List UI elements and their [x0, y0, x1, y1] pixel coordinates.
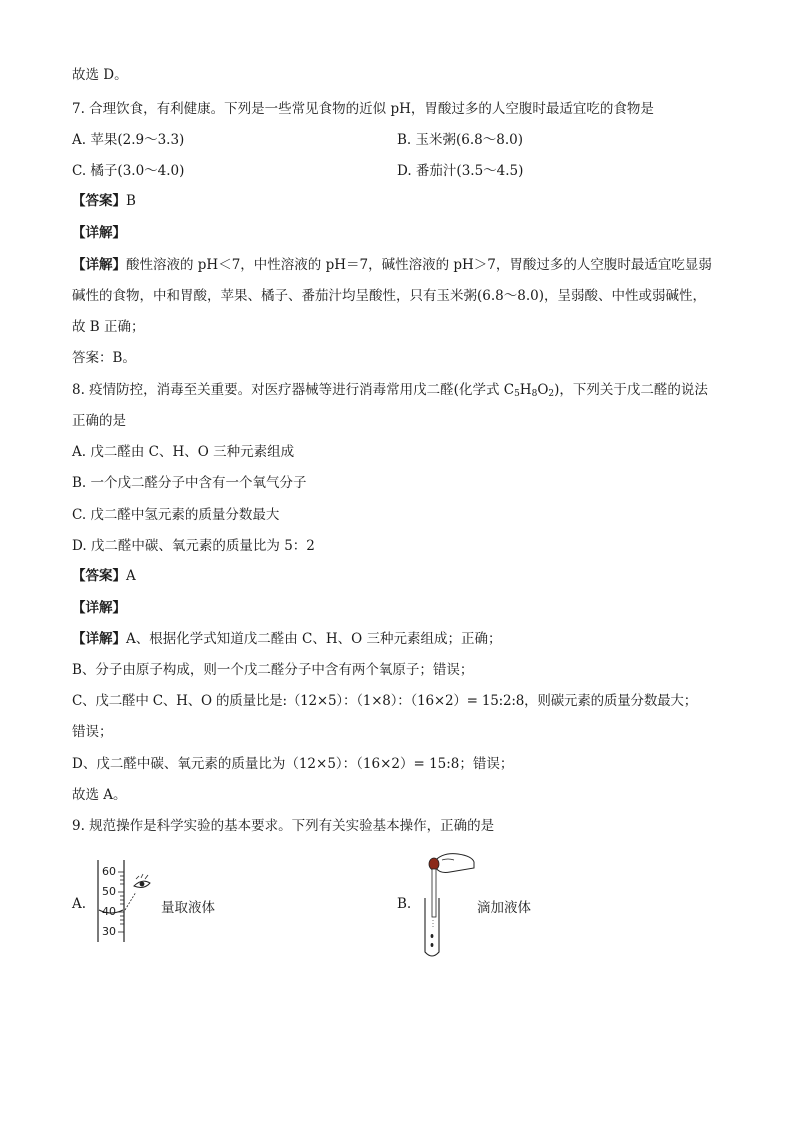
explanation-tag: 【详解】: [72, 257, 126, 273]
explanation-tag: 【详解】: [72, 631, 126, 647]
question-8-text-end: )，下列关于戊二醛的说法: [554, 382, 708, 398]
formula-o: O: [537, 382, 549, 398]
answer-value: B: [126, 193, 136, 209]
subscript: 8: [531, 389, 538, 399]
explanation-7-line3: 故 B 正确；: [72, 319, 145, 335]
option-9a-letter: A.: [72, 896, 87, 912]
option-9a-text: 量取液体: [161, 900, 215, 916]
option-7a: A. 苹果(2.9～3.3): [72, 132, 185, 148]
answer-value: A: [126, 568, 136, 584]
text-line: 故选 D。: [72, 67, 128, 83]
explanation-8-line2: B、分子由原子构成，则一个戊二醛分子中含有两个氧原子；错误；: [72, 662, 474, 678]
question-8-line2: 正确的是: [72, 413, 126, 429]
explanation-7-line4: 答案：B。: [72, 350, 136, 366]
option-7c: C. 橘子(3.0～4.0): [72, 163, 185, 179]
option-7b: B. 玉米粥(6.8～8.0): [397, 132, 523, 148]
dropper-test-tube-figure: [412, 848, 476, 960]
explanation-text: A、根据化学式知道戊二醛由 C、H、O 三种元素组成；正确；: [126, 631, 502, 647]
option-8b: B. 一个戊二醛分子中含有一个氧气分子: [72, 475, 307, 491]
question-9: 9. 规范操作是科学实验的基本要求。下列有关实验基本操作，正确的是: [72, 818, 495, 834]
option-9b-text: 滴加液体: [477, 900, 531, 916]
answer-7: [72, 192, 136, 210]
explanation-8-line1: [72, 630, 502, 648]
option-9b-letter: B.: [397, 896, 412, 912]
explanation-heading: 【详解】: [72, 225, 126, 241]
explanation-8-line4: 错误；: [72, 724, 113, 740]
eye-icon: [134, 874, 150, 887]
cylinder-scale: [102, 862, 116, 942]
explanation-8-line3: C、戊二醛中 C、H、O 的质量比是:（12×5）：（1×8）：（16×2）= 15:2:8，则碳元素的质量分数最大；: [72, 693, 698, 709]
explanation-7-line1: [72, 256, 712, 274]
cylinder-tick-label: 30: [102, 925, 116, 938]
answer-tag: 【答案】: [72, 193, 126, 209]
option-8c: C. 戊二醛中氢元素的质量分数最大: [72, 507, 280, 523]
answer-8: [72, 567, 136, 585]
cylinder-tick-label: 50: [102, 885, 116, 898]
explanation-8-line5: D、戊二醛中碳、氧元素的质量比为（12×5）：（16×2）= 15:8；错误；: [72, 756, 514, 772]
answer-tag: 【答案】: [72, 568, 126, 584]
explanation-8-line6: 故选 A。: [72, 787, 127, 803]
cylinder-tick-label: 60: [102, 865, 116, 878]
hand-icon: [434, 854, 474, 873]
formula-h: H: [519, 382, 532, 398]
question-8-text: 8. 疫情防控，消毒至关重要。对医疗器械等进行消毒常用戊二醛(化学式 C: [72, 382, 515, 398]
explanation-7-line2: 碱性的食物，中和胃酸，苹果、橘子、番茄汁均呈酸性，只有玉米粥(6.8～8.0)，呈弱酸、中性或弱碱性，: [72, 288, 706, 304]
subscript: 5: [514, 389, 520, 399]
option-8d: D. 戊二醛中碳、氧元素的质量比为 5：2: [72, 538, 315, 554]
explanation-text: 酸性溶液的 pH＜7，中性溶液的 pH＝7，碱性溶液的 pH＞7，胃酸过多的人空腹时最适宜吃显弱: [126, 257, 712, 273]
question-7: 7. 合理饮食，有利健康。下列是一些常见食物的近似 pH，胃酸过多的人空腹时最适宜吃的食物是: [72, 101, 654, 117]
explanation-heading: 【详解】: [72, 600, 126, 616]
option-8a: A. 戊二醛由 C、H、O 三种元素组成: [72, 444, 295, 460]
option-7d: D. 番茄汁(3.5～4.5): [397, 163, 524, 179]
question-8-line1: [72, 381, 708, 403]
cylinder-tick-label: 40: [102, 905, 116, 918]
subscript: 2: [548, 389, 555, 399]
